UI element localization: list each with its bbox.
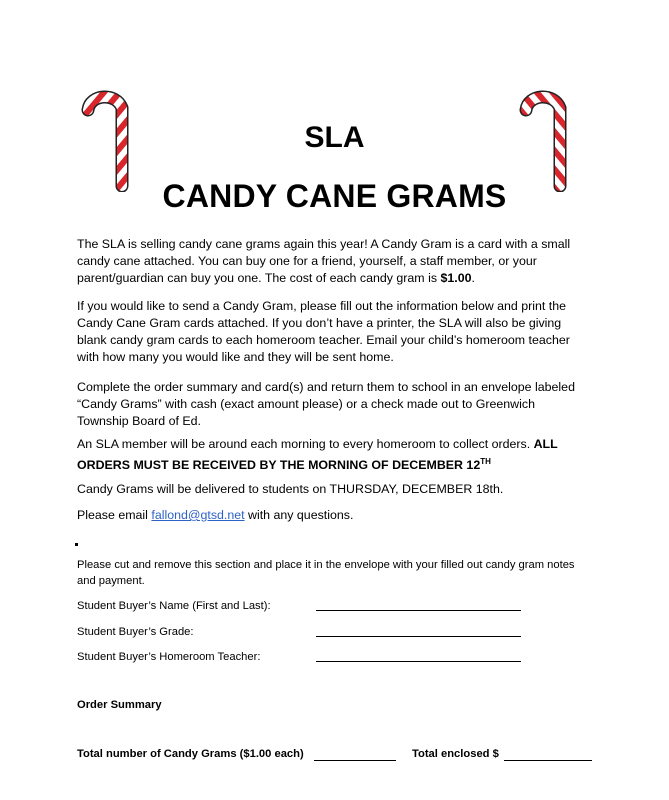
email-link[interactable]: fallond@gtsd.net	[151, 508, 245, 522]
total-grams-field[interactable]	[314, 760, 396, 761]
total-enclosed-field[interactable]	[504, 760, 592, 761]
intro-paragraph: The SLA is selling candy cane grams again this year! A Candy Gram is a card with a small candy cane attached. You can buy one for a friend, yourself, a staff member, or your parent/guardian can buy you one. The cost of each candy gram is $1.00.	[77, 237, 571, 285]
page-title-sla: SLA	[304, 121, 365, 154]
buyer-homeroom-field[interactable]	[316, 661, 521, 662]
price: $1.00	[440, 271, 472, 285]
buyer-name-field[interactable]	[316, 610, 521, 611]
total-enclosed-label: Total enclosed $	[412, 748, 499, 760]
page-title-candy-cane-grams: CANDY CANE GRAMS	[162, 178, 507, 214]
cut-instructions: Please cut and remove this section and place it in the envelope with your filled out candy gram notes and payment.	[77, 559, 575, 587]
deadline-notice: ALL ORDERS MUST BE RECEIVED BY THE MORNING OF DECEMBER 12TH	[77, 437, 558, 473]
deadline-paragraph: An SLA member will be around each morning to every homeroom to collect orders. ALL ORDERS MUST BE RECEIVED BY THE MORNING OF DECEMBER 12TH	[77, 437, 558, 473]
buyer-homeroom-label: Student Buyer’s Homeroom Teacher:	[77, 651, 261, 663]
contact-paragraph: Please email fallond@gtsd.net with any questions.	[77, 508, 354, 522]
instructions-paragraph: If you would like to send a Candy Gram, please fill out the information below and print the Candy Cane Gram cards attached. If you don’t have a printer, the SLA will also be giving blank candy gram cards to each homeroom teacher. Email your child’s homeroom teacher with how many you would like and they will be sent home.	[77, 299, 570, 364]
total-grams-label: Total number of Candy Grams ($1.00 each)	[77, 748, 304, 760]
delivery-paragraph: Candy Grams will be delivered to students on THURSDAY, DECEMBER 18th.	[77, 482, 504, 496]
buyer-name-label: Student Buyer’s Name (First and Last):	[77, 600, 271, 612]
buyer-grade-label: Student Buyer’s Grade:	[77, 626, 194, 638]
buyer-grade-field[interactable]	[316, 636, 521, 637]
order-summary-title: Order Summary	[77, 699, 162, 711]
order-return-paragraph: Complete the order summary and card(s) and return them to school in an envelope labeled “Candy Grams” with cash (exact amount please) or a check made out to Greenwich Township Board of Ed.	[77, 380, 575, 428]
bullet-marker	[75, 543, 78, 546]
